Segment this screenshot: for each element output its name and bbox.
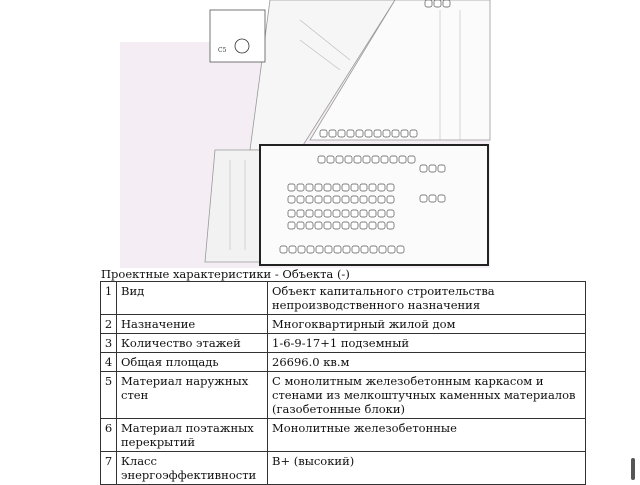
- characteristics-caption: Проектные характеристики - Объекта (-): [101, 267, 350, 281]
- row-name: Материал поэтажных перекрытий: [117, 419, 268, 452]
- parking-space: [306, 210, 313, 217]
- parking-space: [387, 184, 394, 191]
- parking-space: [374, 130, 381, 137]
- parking-space: [345, 156, 352, 163]
- parking-space: [378, 184, 385, 191]
- parking-space: [429, 165, 436, 172]
- parking-space: [289, 246, 296, 253]
- table-row: [101, 282, 586, 315]
- parking-space: [318, 156, 325, 163]
- parking-space: [434, 0, 441, 7]
- parking-space: [333, 196, 340, 203]
- parking-space: [360, 210, 367, 217]
- table-row: [101, 372, 586, 419]
- parking-space: [369, 184, 376, 191]
- parking-space: [333, 222, 340, 229]
- parking-space: [399, 156, 406, 163]
- parking-space: [288, 210, 295, 217]
- row-value: Многоквартирный жилой дом: [268, 315, 586, 334]
- parking-space: [342, 184, 349, 191]
- parking-space: [352, 246, 359, 253]
- parking-space: [306, 184, 313, 191]
- row-name: Класс энергоэффективности: [117, 452, 268, 485]
- row-number: 6: [101, 419, 117, 452]
- parking-space: [378, 196, 385, 203]
- row-value: С монолитным железобетонным каркасом и стенами из мелкоштучных каменных материалов (газобетонные блоки): [268, 372, 586, 419]
- parking-space: [392, 130, 399, 137]
- parking-space: [334, 246, 341, 253]
- parking-space: [315, 222, 322, 229]
- table-row: [101, 315, 586, 334]
- parking-space: [369, 210, 376, 217]
- parking-space: [378, 210, 385, 217]
- parking-space: [379, 246, 386, 253]
- parking-space: [333, 210, 340, 217]
- parking-space: [397, 246, 404, 253]
- parking-space: [363, 156, 370, 163]
- parking-space: [297, 222, 304, 229]
- parking-space: [306, 222, 313, 229]
- row-number: 2: [101, 315, 117, 334]
- parking-space: [333, 184, 340, 191]
- parking-space: [388, 246, 395, 253]
- parking-space: [361, 246, 368, 253]
- parking-space: [288, 196, 295, 203]
- parking-space: [288, 222, 295, 229]
- parking-space: [369, 196, 376, 203]
- parking-space: [343, 246, 350, 253]
- scrollbar-thumb[interactable]: [631, 458, 635, 480]
- parking-space: [325, 246, 332, 253]
- parking-space: [315, 210, 322, 217]
- parking-space: [297, 184, 304, 191]
- parking-space: [280, 246, 287, 253]
- parking-space: [443, 0, 450, 7]
- row-name: Вид: [117, 282, 268, 315]
- parking-space: [320, 130, 327, 137]
- parking-space: [324, 222, 331, 229]
- parking-space: [438, 195, 445, 202]
- table-row: [101, 353, 586, 372]
- parking-space: [324, 210, 331, 217]
- parking-space: [297, 210, 304, 217]
- parking-space: [354, 156, 361, 163]
- row-name: Общая площадь: [117, 353, 268, 372]
- row-name: Количество этажей: [117, 334, 268, 353]
- row-value: B+ (высокий): [268, 452, 586, 485]
- row-value: Монолитные железобетонные: [268, 419, 586, 452]
- row-value: Объект капитального строительства непроизводственного назначения: [268, 282, 586, 315]
- parking-space: [390, 156, 397, 163]
- parking-space: [387, 210, 394, 217]
- parking-space: [342, 222, 349, 229]
- parking-space: [387, 222, 394, 229]
- parking-space: [383, 130, 390, 137]
- parking-space: [360, 184, 367, 191]
- parking-space: [324, 196, 331, 203]
- row-number: 4: [101, 353, 117, 372]
- parking-space: [425, 0, 432, 7]
- row-name: Назначение: [117, 315, 268, 334]
- parking-space: [356, 130, 363, 137]
- row-number: 3: [101, 334, 117, 353]
- parking-space: [307, 246, 314, 253]
- parking-space: [387, 196, 394, 203]
- parking-space: [370, 246, 377, 253]
- parking-space: [372, 156, 379, 163]
- row-number: 1: [101, 282, 117, 315]
- parking-space: [315, 184, 322, 191]
- parking-space: [342, 210, 349, 217]
- characteristics-table: [100, 281, 586, 485]
- parking-space: [378, 222, 385, 229]
- table-row: [101, 334, 586, 353]
- parking-space: [315, 196, 322, 203]
- parking-space: [429, 195, 436, 202]
- row-number: 5: [101, 372, 117, 419]
- parking-space: [410, 130, 417, 137]
- parking-space: [288, 184, 295, 191]
- parking-space: [316, 246, 323, 253]
- parking-space: [342, 196, 349, 203]
- parking-space: [324, 184, 331, 191]
- parking-space: [360, 222, 367, 229]
- parking-space: [298, 246, 305, 253]
- parking-space: [351, 210, 358, 217]
- parking-space: [365, 130, 372, 137]
- parking-space: [327, 156, 334, 163]
- parking-space: [347, 130, 354, 137]
- parking-space: [401, 130, 408, 137]
- parking-space: [338, 130, 345, 137]
- lot-sign: С5: [218, 47, 227, 54]
- table-row: [101, 419, 586, 452]
- row-value: 26696.0 кв.м: [268, 353, 586, 372]
- parking-space: [336, 156, 343, 163]
- row-name: Материал наружных стен: [117, 372, 268, 419]
- parking-space: [438, 165, 445, 172]
- parking-space: [351, 222, 358, 229]
- parking-space: [306, 196, 313, 203]
- parking-space: [329, 130, 336, 137]
- parking-space: [351, 184, 358, 191]
- parking-space: [369, 222, 376, 229]
- row-number: 7: [101, 452, 117, 485]
- parking-space: [420, 165, 427, 172]
- parking-space: [420, 195, 427, 202]
- parking-space: [360, 196, 367, 203]
- parking-space: [351, 196, 358, 203]
- row-value: 1-6-9-17+1 подземный: [268, 334, 586, 353]
- parking-space: [381, 156, 388, 163]
- parking-space: [408, 156, 415, 163]
- parking-space: [297, 196, 304, 203]
